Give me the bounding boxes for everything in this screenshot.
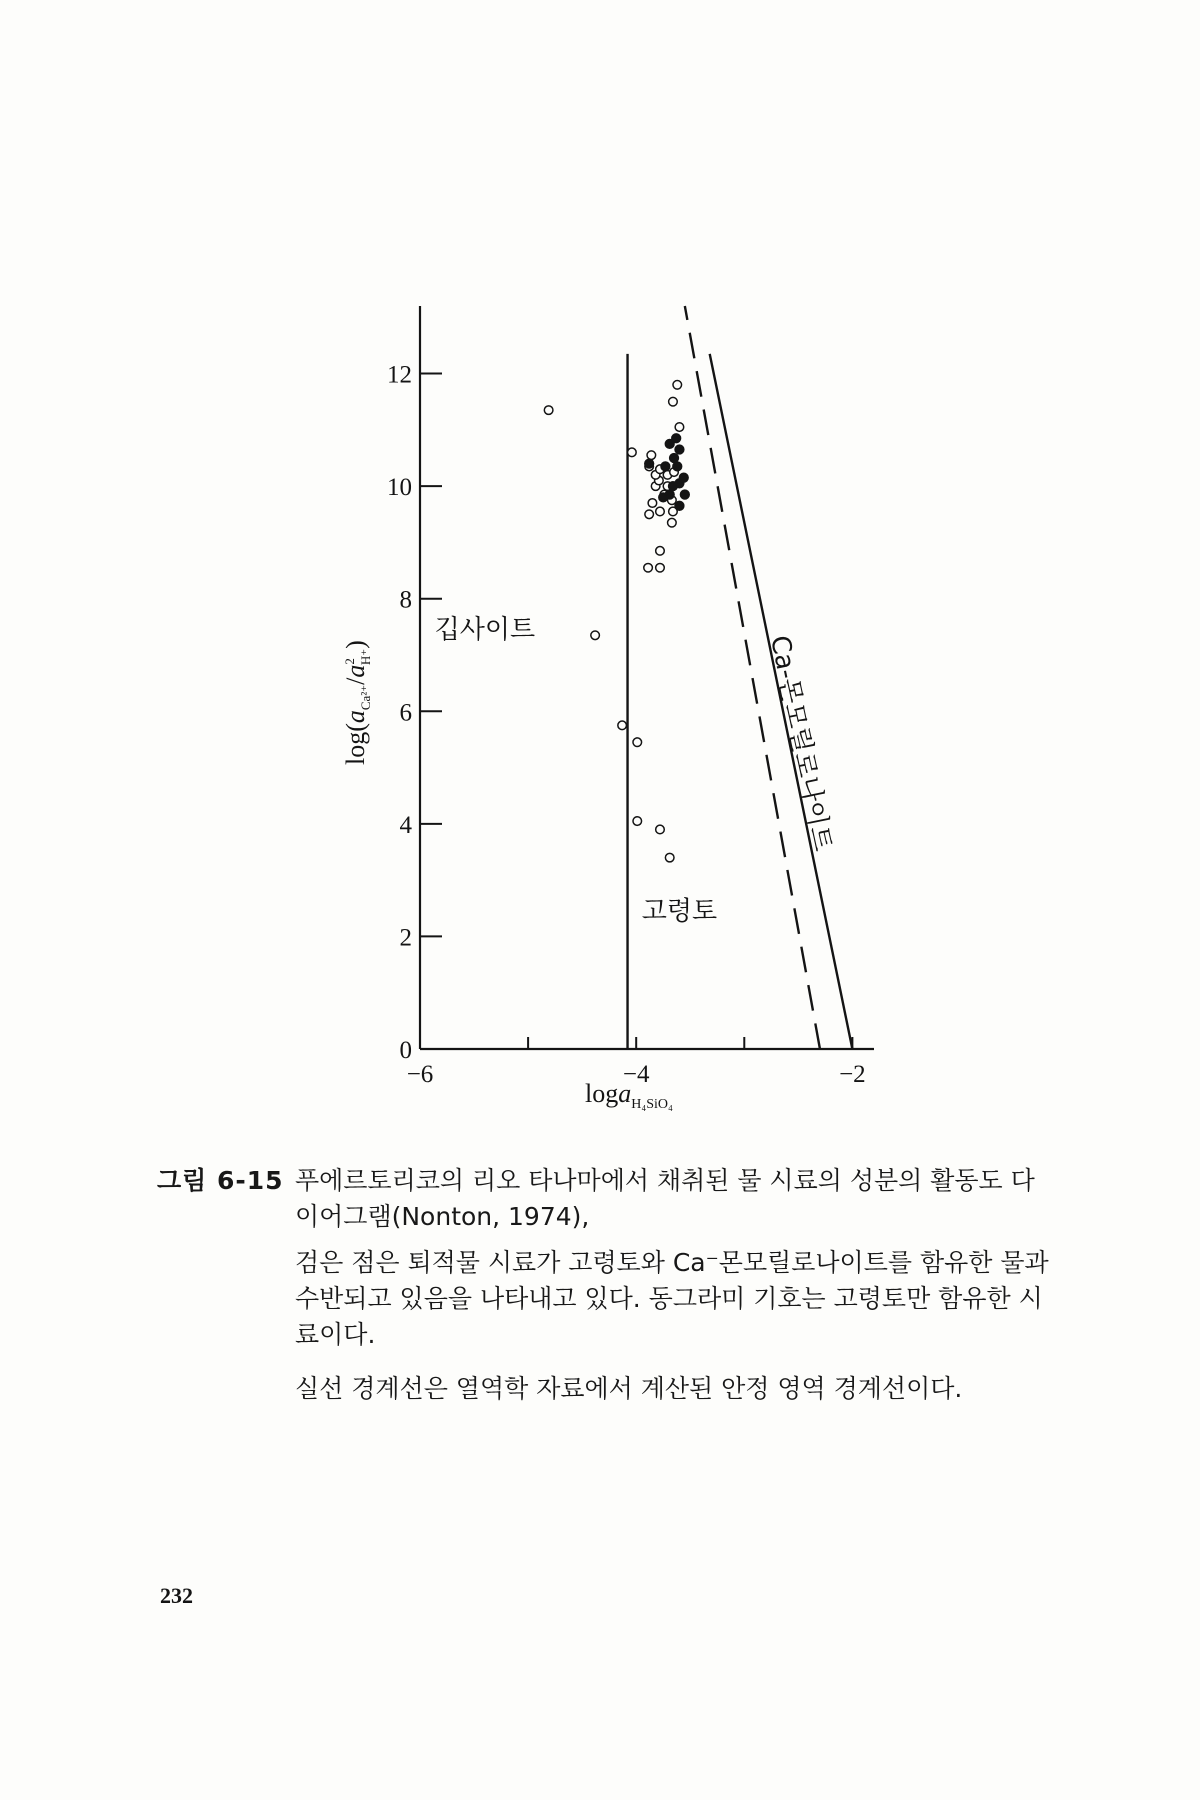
open-point-10 <box>668 518 677 527</box>
open-point-26 <box>628 448 637 457</box>
open-point-1 <box>591 631 600 640</box>
filled-point-8 <box>679 473 688 482</box>
caption-paragraph: 검은 점은 퇴적물 시료가 고령토와 Ca⁻몬모릴로나이트를 함유한 물과 수반되고 있음을 나타내고 있다. 동그라미 기호는 고령토만 함유한 시료이다. <box>295 1248 1049 1349</box>
chart-axes <box>420 306 874 1049</box>
filled-point-0 <box>645 459 654 468</box>
filled-point-12 <box>675 501 684 510</box>
y-tick-label-6: 12 <box>387 361 412 389</box>
caption-note: 실선 경계선은 열역학 자료에서 계산된 안정 영역 경계선이다. <box>295 1374 963 1403</box>
filled-point-10 <box>659 493 668 502</box>
open-point-11 <box>645 510 654 519</box>
filled-point-11 <box>680 490 689 499</box>
y-tick-label-1: 2 <box>399 924 412 952</box>
open-point-3 <box>633 738 642 747</box>
open-point-9 <box>656 547 665 556</box>
open-point-27 <box>675 423 684 432</box>
filled-point-4 <box>675 445 684 454</box>
filled-point-13 <box>669 482 678 491</box>
filled-point-6 <box>672 434 681 443</box>
stability-boundaries <box>628 306 853 1049</box>
field-label-ca-montmorillonite: Ca-몬모릴로나이트 <box>764 633 838 854</box>
filled-point-1 <box>661 462 670 471</box>
figure-caption <box>157 1163 1057 1407</box>
field-label-kaolinite: 고령토 <box>641 896 718 927</box>
open-point-25 <box>647 451 656 460</box>
field-label-gibbsite: 깁사이트 <box>434 615 536 646</box>
caption-title: 푸에르토리코의 리오 타나마에서 채취된 물 시료의 성분의 활동도 다이어그램(Nonton, 1974), <box>295 1166 1035 1231</box>
x-tick-label-0: −6 <box>406 1061 434 1088</box>
filled-point-3 <box>670 454 679 463</box>
open-point-2 <box>618 721 627 730</box>
open-point-4 <box>633 817 642 826</box>
page-number: 232 <box>160 1583 193 1608</box>
x-tick-label-2: −2 <box>839 1061 866 1088</box>
sample-points <box>544 381 689 862</box>
open-point-0 <box>544 406 553 415</box>
y-tick-label-2: 4 <box>399 811 412 839</box>
y-tick-label-4: 8 <box>399 586 412 614</box>
x-tick-label-1: −4 <box>622 1061 650 1088</box>
open-point-28 <box>669 397 678 406</box>
open-point-5 <box>656 825 665 834</box>
open-point-14 <box>648 499 657 508</box>
open-point-8 <box>656 563 665 572</box>
filled-point-2 <box>673 462 682 471</box>
y-axis-label: $\log(a_{Ca^{2+}}/a^2H^+)$ <box>341 640 373 765</box>
open-point-29 <box>673 381 682 390</box>
open-point-7 <box>644 563 653 572</box>
figure-label: 그림 6-15 <box>157 1166 284 1195</box>
y-tick-label-3: 6 <box>399 699 412 727</box>
open-point-12 <box>656 507 665 516</box>
y-tick-label-0: 0 <box>399 1037 412 1064</box>
open-point-6 <box>665 853 674 862</box>
y-tick-label-5: 10 <box>387 474 412 502</box>
x-axis-label: loga$_{H_4SiO_4}$ <box>585 1079 673 1112</box>
